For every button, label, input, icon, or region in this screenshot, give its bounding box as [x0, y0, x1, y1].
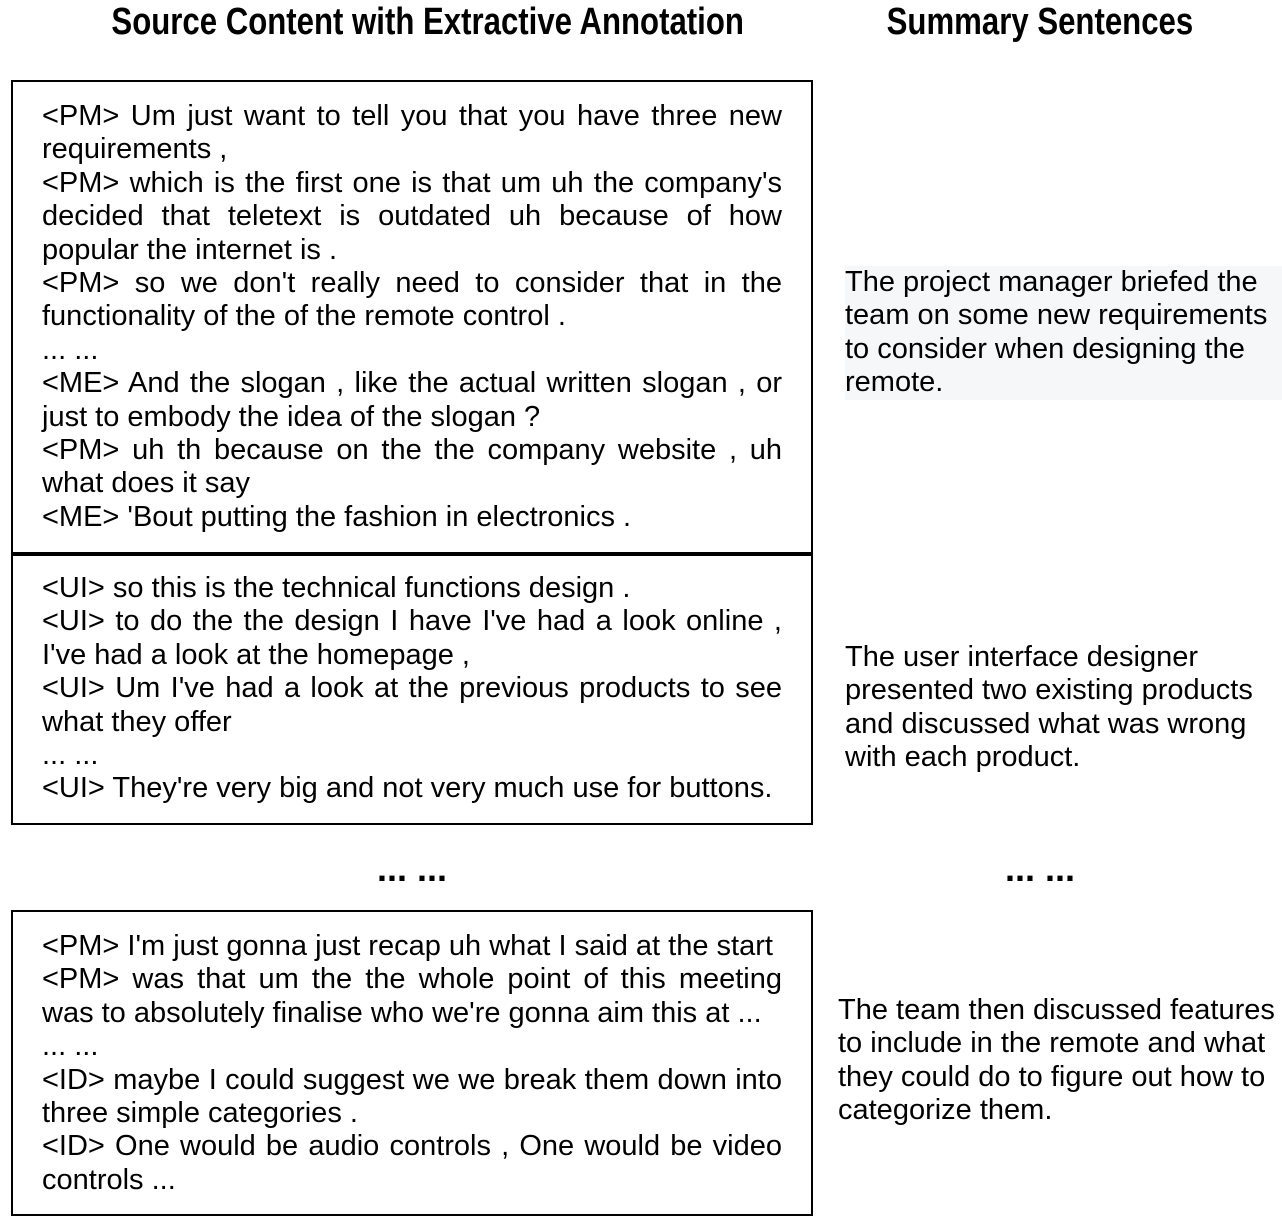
utterance: <UI> They're very big and not very much use for buttons.: [42, 772, 773, 805]
summary-sentence-3: The team then discussed features to include in the remote and what they could do to figure out how to categorize them.: [838, 994, 1275, 1127]
ellipsis-line: ... ...: [42, 739, 99, 772]
utterance: <PM> uh th because on the the company website , uh what does it say: [42, 434, 782, 500]
utterance: <UI> to do the the design I have I've had a look online , I've had a look at the homepage ,: [42, 605, 782, 671]
utterance: <ME> And the slogan , like the actual written slogan , or just to embody the idea of the slogan ?: [42, 367, 782, 433]
ellipsis-separator-right: ... ...: [1004, 848, 1075, 889]
utterance: <PM> so we don't really need to consider that in the functionality of the of the remote control .: [42, 267, 782, 333]
utterance: <ID> One would be audio controls , One would be video controls ...: [42, 1130, 782, 1196]
utterance: <PM> I'm just gonna just recap uh what I said at the start: [42, 930, 773, 962]
utterance: <PM> was that um the the whole point of this meeting was to absolutely finalise who we're gonna aim this at ...: [42, 963, 782, 1029]
ellipsis-line: ... ...: [42, 333, 99, 366]
utterance: <UI> so this is the technical functions design .: [42, 572, 631, 604]
utterance: <ID> maybe I could suggest we we break them down into three simple categories .: [42, 1063, 782, 1130]
source-column-header: [27, 2, 829, 42]
summary-sentence-1: The project manager briefed the team on some new requirements to consider when designing the remote.: [845, 266, 1282, 400]
utterance: <PM> which is the first one is that um uh the company's decided that teletext is outdated uh because of how popular the internet is .: [42, 166, 782, 266]
source-box-2: [11, 554, 813, 825]
source-column-header-text: Source Content with Extractive Annotation: [111, 1, 745, 43]
summary-column-header-text: Summary Sentences: [886, 1, 1194, 43]
summary-sentence-2: The user interface designer presented two existing products and discussed what was wrong with each product.: [845, 641, 1253, 774]
utterance: <UI> Um I've had a look at the previous products to see what they offer: [42, 672, 782, 738]
ellipsis-separator-left: ... ...: [376, 848, 447, 889]
source-box-1: [11, 80, 813, 554]
utterance: <PM> Um just want to tell you that you have three new requirements ,: [42, 100, 782, 166]
ellipsis-line: ... ...: [42, 1030, 99, 1063]
source-box-3: [11, 910, 813, 1216]
summary-column-header: [820, 2, 1260, 42]
utterance: <ME> 'Bout putting the fashion in electronics .: [42, 500, 632, 533]
